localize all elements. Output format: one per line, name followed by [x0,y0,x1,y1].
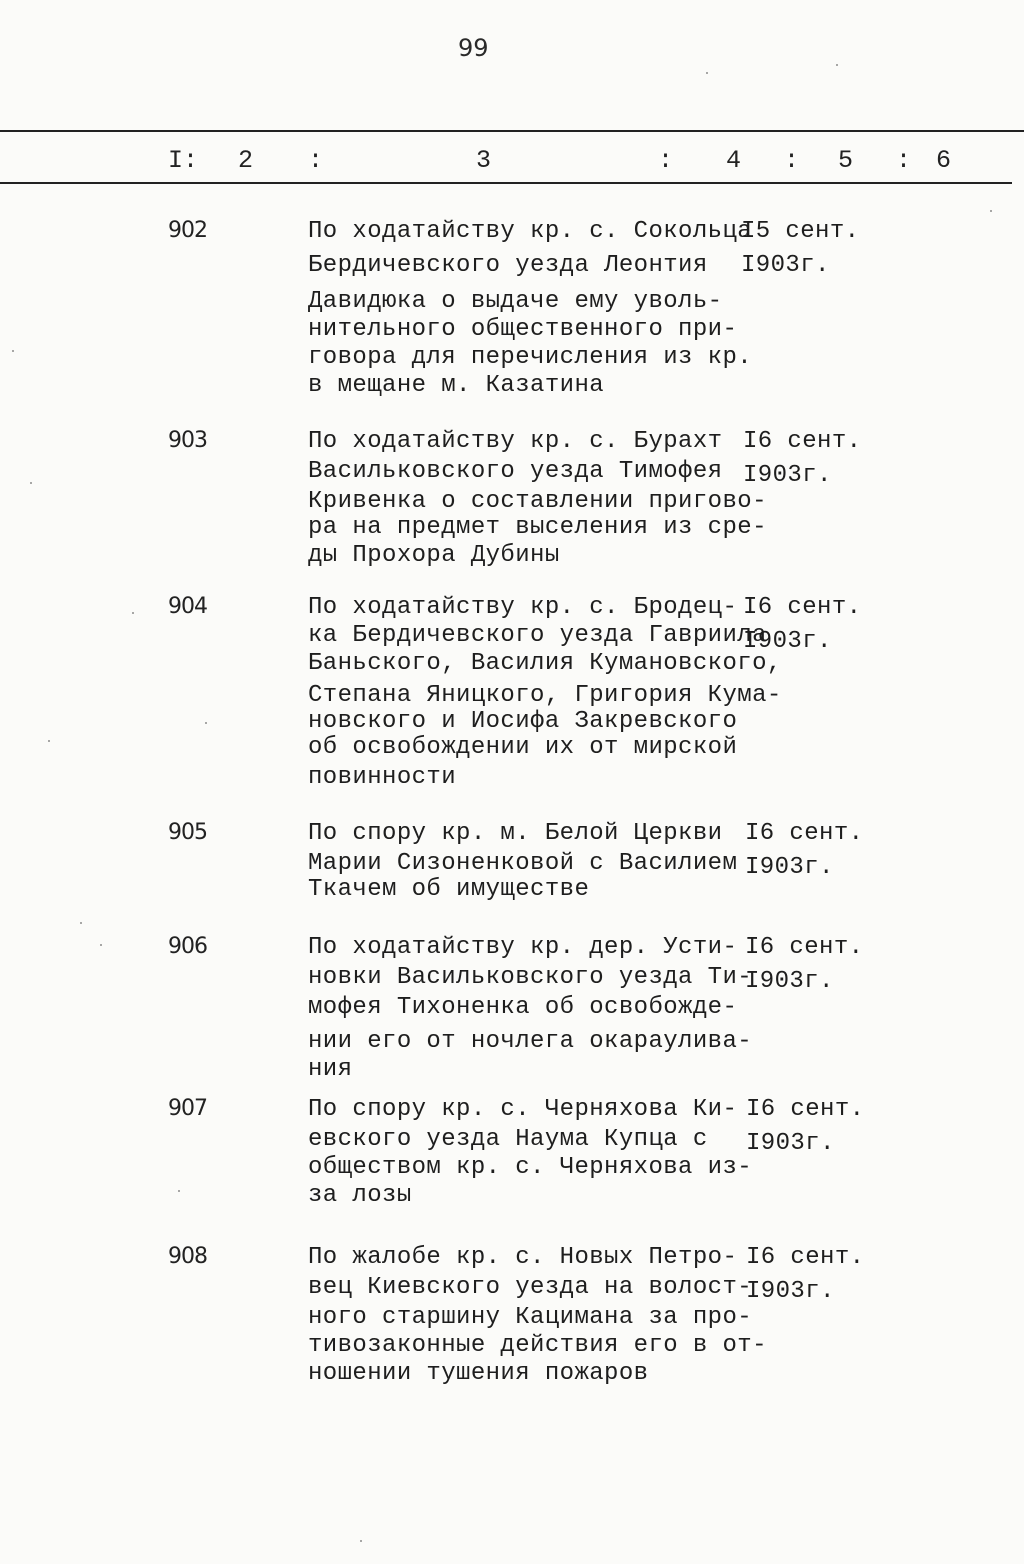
entry-description-line: ного старшину Кацимана за про- [308,1304,753,1331]
entry-description-line: ка Бердичевского уезда Гавриила [308,622,767,649]
entry-description-line: По ходатайству кр. с. Бродец- [308,594,738,621]
entry-date-day: I6 сент. [746,1096,865,1123]
entry-number: 904 [168,594,207,619]
entry-date-year: I903г. [745,854,834,881]
entry-date-day: I6 сент. [745,820,864,847]
entry-description-line: ния [308,1056,353,1083]
entry-description-line: об освобождении их от мирской [308,734,738,761]
column-header-3: 3 [476,146,492,175]
entry-number: 906 [168,934,207,959]
entry-date-year: I903г. [746,1278,835,1305]
column-separator: : [896,146,912,175]
entry-description-line: Ткачем об имуществе [308,876,590,903]
entry-description-line: нии его от ночлега окараулива- [308,1028,753,1055]
column-header-1: I: [168,146,199,175]
entry-description-line: за лозы [308,1182,412,1209]
entry-description-line: По ходатайству кр. с. Бурахт [308,428,723,455]
entry-date-year: I903г. [745,968,834,995]
entry-description-line: По ходатайству кр. дер. Усти- [308,934,738,961]
entry-description-line: ра на предмет выселения из сре- [308,514,767,541]
entry-number: 907 [168,1096,207,1121]
header-rule-bottom [0,182,1012,184]
column-header-4: 4 [726,146,742,175]
entry-description-line: Степана Яницкого, Григория Кума- [308,682,782,709]
entry-description-line: Кривенка о составлении пригово- [308,488,767,515]
column-header-5: 5 [838,146,854,175]
entry-date-year: I903г. [741,252,830,279]
entry-description-line: Баньского, Василия Кумановского, [308,650,782,677]
entry-description-line: По жалобе кр. с. Новых Петро- [308,1244,738,1271]
entry-date-day: I6 сент. [745,934,864,961]
entry-description-line: новки Васильковского уезда Ти- [308,964,753,991]
entry-date-day: I6 сент. [743,594,862,621]
entry-description-line: нительного общественного при- [308,316,738,343]
entry-date-day: I6 сент. [743,428,862,455]
entry-description-line: ношении тушения пожаров [308,1360,649,1387]
entry-description-line: повинности [308,764,457,791]
column-separator: : [784,146,800,175]
entry-description-line: По ходатайству кр. с. Сокольца [308,218,753,245]
column-header-6: 6 [936,146,952,175]
entry-description-line: Васильковского уезда Тимофея [308,458,723,485]
entry-description-line: обществом кр. с. Черняхова из- [308,1154,753,1181]
entry-description-line: По спору кр. м. Белой Церкви [308,820,723,847]
header-rule-top [0,130,1024,132]
entry-description-line: мофея Тихоненка об освобожде- [308,994,738,1021]
entry-description-line: Бердичевского уезда Леонтия [308,252,708,279]
column-separator: : [308,146,324,175]
entry-description-line: Давидюка о выдаче ему уволь- [308,288,723,315]
page-number: 99 [458,34,489,62]
entry-description-line: в мещане м. Казатина [308,372,605,399]
entry-description-line: ды Прохора Дубины [308,542,560,569]
entry-number: 908 [168,1244,207,1269]
entry-number: 903 [168,428,207,453]
entry-date-day: I6 сент. [746,1244,865,1271]
entry-description-line: евского уезда Наума Купца с [308,1126,708,1153]
column-header-2: 2 [238,146,254,175]
entry-date-day: I5 сент. [741,218,860,245]
entry-description-line: вец Киевского уезда на волост- [308,1274,753,1301]
entry-number: 902 [168,218,207,243]
entry-description-line: новского и Иосифа Закревского [308,708,738,735]
entry-date-year: I903г. [743,462,832,489]
entry-number: 905 [168,820,207,845]
entry-description-line: говора для перечисления из кр. [308,344,753,371]
entry-description-line: По спору кр. с. Черняхова Ки- [308,1096,738,1123]
entry-date-year: I903г. [743,628,832,655]
column-separator: : [658,146,674,175]
entry-description-line: Марии Сизоненковой с Василием [308,850,738,877]
entry-date-year: I903г. [746,1130,835,1157]
entry-description-line: тивозаконные действия его в от- [308,1332,767,1359]
